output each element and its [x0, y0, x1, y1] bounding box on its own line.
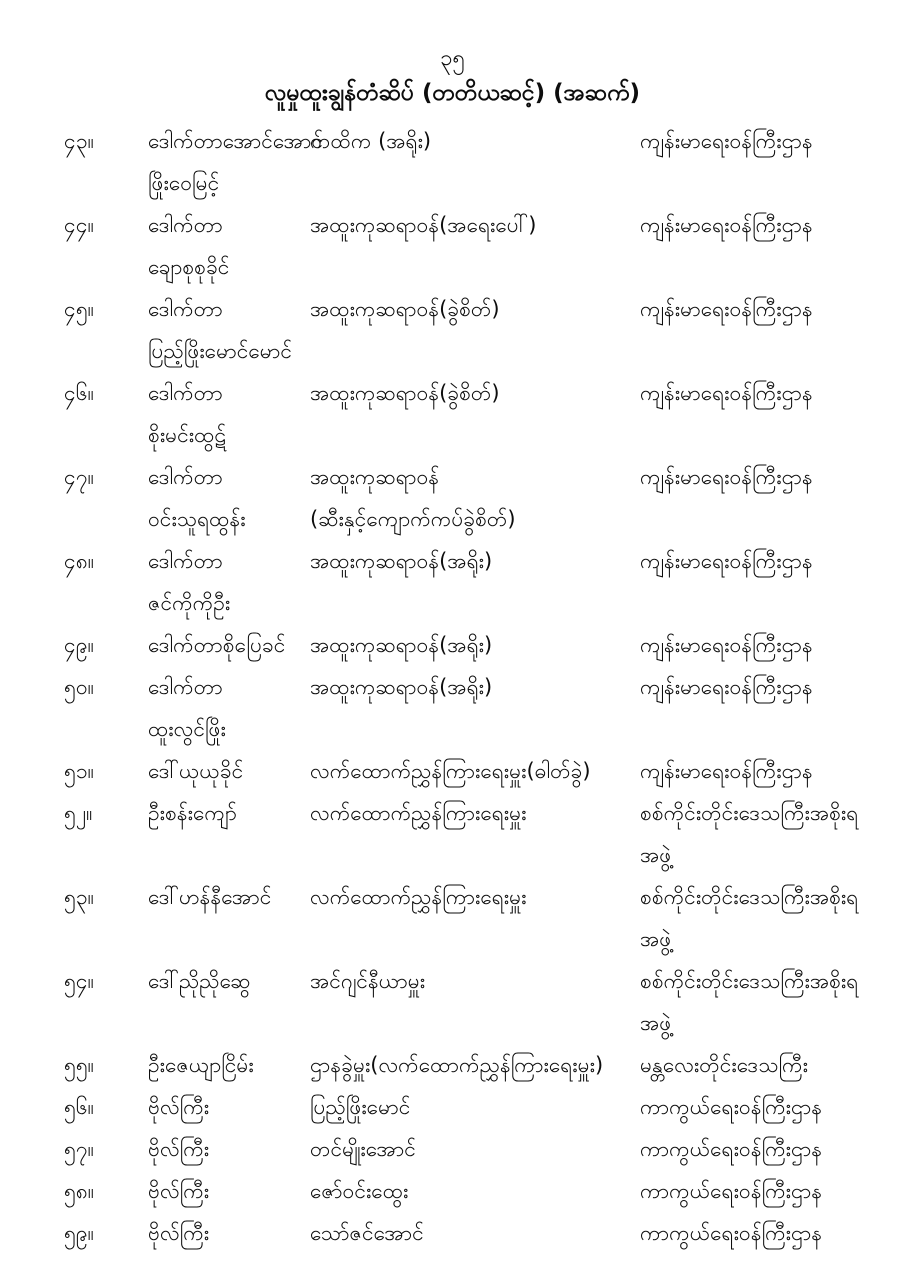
- department-line: ကျန်းမာရေးဝန်ကြီးဌာန: [640, 549, 813, 573]
- row-number: ၄၃။: [64, 129, 94, 153]
- recipient-name-line: ဒေါက်တာ: [148, 549, 223, 573]
- row-number: ၅၁။: [64, 759, 94, 783]
- department-line: ကျန်းမာရေးဝန်ကြီးဌာန: [640, 297, 813, 321]
- position-cell: [310, 1044, 640, 1086]
- recipient-name-cell: [148, 792, 310, 834]
- recipient-name-cell: [148, 666, 310, 750]
- recipient-name-line: ဝင်းသူရထွန်း: [148, 507, 246, 531]
- recipient-name-line: ဒေါက်တာစိုပြေခင်: [148, 633, 286, 657]
- recipient-name-line: ထူးလွင်ဖြိုး: [148, 717, 226, 741]
- recipient-name-cell: [148, 456, 310, 540]
- position-line: အထူးကုဆရာဝန်(အရိုး): [310, 633, 493, 657]
- position-cell: [310, 456, 640, 540]
- recipient-name-line: ဦးစန်းကျော်: [148, 801, 237, 825]
- table-row: [64, 750, 869, 792]
- department-cell: [640, 120, 869, 162]
- department-line: ကျန်းမာရေးဝန်ကြီးဌာန: [640, 213, 813, 237]
- row-number: ၄၄။: [64, 213, 94, 237]
- position-line: လက်ထောက်ညွှန်ကြားရေးမှူး: [310, 885, 527, 909]
- table-row: [64, 1086, 869, 1128]
- position-line: အထူးကုဆရာဝန်: [310, 465, 440, 489]
- position-cell: [310, 120, 640, 162]
- table-row: [64, 1212, 869, 1254]
- recipient-name-cell: [148, 1212, 310, 1254]
- department-line: ကျန်းမာရေးဝန်ကြီးဌာန: [640, 381, 813, 405]
- department-line: ကျန်းမာရေးဝန်ကြီးဌာန: [640, 465, 813, 489]
- table-row: [64, 120, 869, 204]
- recipient-name-line: စိုးမင်းထွဋ်: [148, 423, 227, 447]
- department-line: ကာကွယ်ရေးဝန်ကြီးဌာန: [640, 1221, 823, 1245]
- department-cell: [640, 204, 869, 246]
- position-cell: [310, 540, 640, 582]
- awards-table: [0, 120, 905, 1254]
- position-line: (ဆီးနှင့်ကျောက်ကပ်ခွဲစိတ်): [310, 507, 516, 531]
- table-row: [64, 666, 869, 750]
- recipient-name-cell: [148, 1044, 310, 1086]
- recipient-name-line: ဒေါ်ညိုညိုဆွေ: [148, 969, 251, 993]
- department-cell: [640, 1170, 869, 1212]
- recipient-name-cell: [148, 120, 324, 204]
- row-number: ၅၇။: [64, 1137, 94, 1161]
- department-cell: [640, 792, 869, 876]
- recipient-name-line: ဒေါက်တာ: [148, 465, 223, 489]
- page-title: လူမှုထူးချွန်တံဆိပ် (တတိယဆင့်) (အဆက်): [264, 80, 641, 106]
- recipient-name-line: ဗိုလ်ကြီး: [148, 1221, 210, 1245]
- recipient-name-cell: [148, 204, 310, 288]
- department-line: ကာကွယ်ရေးဝန်ကြီးဌာန: [640, 1137, 823, 1161]
- position-cell: [310, 372, 640, 414]
- position-line: အင်ဂျင်နီယာမှူး: [310, 969, 426, 993]
- recipient-name-line: ဒေါက်တာအောင်အောင်: [148, 129, 324, 153]
- position-cell: [310, 1128, 640, 1170]
- row-number: ၅၆။: [64, 1095, 94, 1119]
- table-row: [64, 204, 869, 288]
- recipient-name-cell: [148, 624, 310, 666]
- row-number: ၅၀။: [64, 675, 94, 699]
- recipient-name-cell: [148, 960, 310, 1002]
- department-cell: [640, 1044, 869, 1086]
- department-line: အဖွဲ့: [640, 927, 672, 951]
- recipient-name-cell: [148, 1128, 310, 1170]
- table-row: [64, 960, 869, 1044]
- position-line: အထူးကုဆရာဝန်(ခွဲစိတ်): [310, 297, 500, 321]
- table-row: [64, 372, 869, 456]
- position-line: အထူးကုဆရာဝန်(အရေးပေါ်): [310, 213, 537, 237]
- row-number: ၄၆။: [64, 381, 94, 405]
- department-cell: [640, 288, 869, 330]
- department-line: စစ်ကိုင်းတိုင်းဒေသကြီးအစိုးရ: [640, 801, 859, 825]
- position-cell: [310, 1212, 640, 1254]
- department-cell: [640, 960, 869, 1044]
- recipient-name-cell: [148, 750, 310, 792]
- department-line: ကျန်းမာရေးဝန်ကြီးဌာန: [640, 759, 813, 783]
- recipient-name-cell: [148, 288, 310, 372]
- recipient-name-line: ဖြိုးဝေမြင့်: [148, 171, 220, 195]
- department-line: စစ်ကိုင်းတိုင်းဒေသကြီးအစိုးရ: [640, 885, 859, 909]
- page-number: ၃၅: [440, 46, 465, 71]
- position-cell: [310, 876, 640, 918]
- recipient-name-cell: [148, 876, 310, 918]
- position-line: လက်ထောက်ညွှန်ကြားရေးမှူး: [310, 801, 527, 825]
- department-line: အဖွဲ့: [640, 1011, 672, 1035]
- row-number: ၄၉။: [64, 633, 94, 657]
- position-cell: [310, 792, 640, 834]
- recipient-name-line: ဇင်ကိုကိုဦး: [148, 591, 231, 615]
- department-cell: [640, 540, 869, 582]
- department-line: အဖွဲ့: [640, 843, 672, 867]
- recipient-name-line: ဒေါ်ဟန်နီအောင်: [148, 885, 272, 909]
- position-cell: [310, 750, 640, 792]
- position-cell: [310, 960, 640, 1002]
- table-row: [64, 624, 869, 666]
- table-row: [64, 456, 869, 540]
- table-row: [64, 1128, 869, 1170]
- row-number: ၅၄။: [64, 969, 94, 993]
- table-row: [64, 876, 869, 960]
- table-row: [64, 1044, 869, 1086]
- department-line: ကျန်းမာရေးဝန်ကြီးဌာန: [640, 129, 813, 153]
- recipient-name-line: ဦးဇေယျာငြိမ်း: [148, 1053, 254, 1077]
- recipient-name-line: ဗိုလ်ကြီး: [148, 1179, 210, 1203]
- department-line: ကျန်းမာရေးဝန်ကြီးဌာန: [640, 633, 813, 657]
- row-number: ၄၈။: [64, 549, 95, 573]
- table-row: [64, 288, 869, 372]
- department-cell: [640, 1128, 869, 1170]
- row-number: ၄၇။: [64, 465, 94, 489]
- position-line: ပြည့်ဖြိုးမောင်: [310, 1095, 411, 1119]
- department-cell: [640, 666, 869, 708]
- recipient-name-line: ဒေါ်ယုယုခိုင်: [148, 759, 244, 783]
- table-row: [64, 1170, 869, 1212]
- position-line: လက်ထောက်ညွှန်ကြားရေးမှူး(ဓါတ်ခွဲ): [310, 759, 591, 783]
- recipient-name-cell: [148, 1086, 310, 1128]
- position-line: တင်မျိုးအောင်: [310, 1137, 416, 1161]
- department-cell: [640, 372, 869, 414]
- position-line: ဌာနခွဲမှူး(လက်ထောက်ညွှန်ကြားရေးမှူး): [310, 1053, 604, 1077]
- recipient-name-cell: [148, 372, 310, 456]
- position-cell: [310, 624, 640, 666]
- position-line: အထူးကုဆရာဝန်(ခွဲစိတ်): [310, 381, 500, 405]
- department-cell: [640, 876, 869, 960]
- position-cell: [310, 1170, 640, 1212]
- recipient-name-line: ဗိုလ်ကြီး: [148, 1137, 210, 1161]
- recipient-name-line: ပြည့်ဖြိုးမောင်မောင်: [148, 339, 293, 363]
- position-line: ဇော်ဝင်းထွေး: [310, 1179, 409, 1203]
- position-line: အထူးကုဆရာဝန်(အရိုး): [310, 675, 493, 699]
- position-line: သော်ဇင်အောင်: [310, 1221, 424, 1245]
- row-number: ၅၉။: [64, 1221, 94, 1245]
- recipient-name-cell: [148, 1170, 310, 1212]
- position-cell: [310, 204, 640, 246]
- row-number: ၅၃။: [64, 885, 94, 909]
- table-row: [64, 792, 869, 876]
- department-line: ကာကွယ်ရေးဝန်ကြီးဌာန: [640, 1179, 823, 1203]
- recipient-name-line: ဗိုလ်ကြီး: [148, 1095, 210, 1119]
- position-line: ကထိက (အရိုး): [310, 129, 432, 153]
- table-row: [64, 540, 869, 624]
- department-line: စစ်ကိုင်းတိုင်းဒေသကြီးအစိုးရ: [640, 969, 859, 993]
- row-number: ၅၅။: [64, 1053, 94, 1077]
- department-cell: [640, 750, 869, 792]
- recipient-name-line: ဒေါက်တာ: [148, 675, 223, 699]
- department-line: ကျန်းမာရေးဝန်ကြီးဌာန: [640, 675, 813, 699]
- recipient-name-line: ဒေါက်တာ: [148, 213, 223, 237]
- row-number: ၅၂။: [64, 801, 93, 825]
- department-cell: [640, 1212, 869, 1254]
- row-number: ၅၈။: [64, 1179, 95, 1203]
- position-cell: [310, 1086, 640, 1128]
- department-cell: [640, 624, 869, 666]
- recipient-name-line: ဒေါက်တာ: [148, 381, 223, 405]
- department-cell: [640, 1086, 869, 1128]
- department-cell: [640, 456, 869, 498]
- position-line: အထူးကုဆရာဝန်(အရိုး): [310, 549, 493, 573]
- recipient-name-cell: [148, 540, 310, 624]
- position-cell: [310, 288, 640, 330]
- row-number: ၄၅။: [64, 297, 94, 321]
- recipient-name-line: ဒေါက်တာ: [148, 297, 223, 321]
- department-line: မန္တလေးတိုင်းဒေသကြီး: [640, 1053, 808, 1077]
- recipient-name-line: ချောစုစုခိုင်: [148, 255, 230, 279]
- position-cell: [310, 666, 640, 708]
- department-line: ကာကွယ်ရေးဝန်ကြီးဌာန: [640, 1095, 823, 1119]
